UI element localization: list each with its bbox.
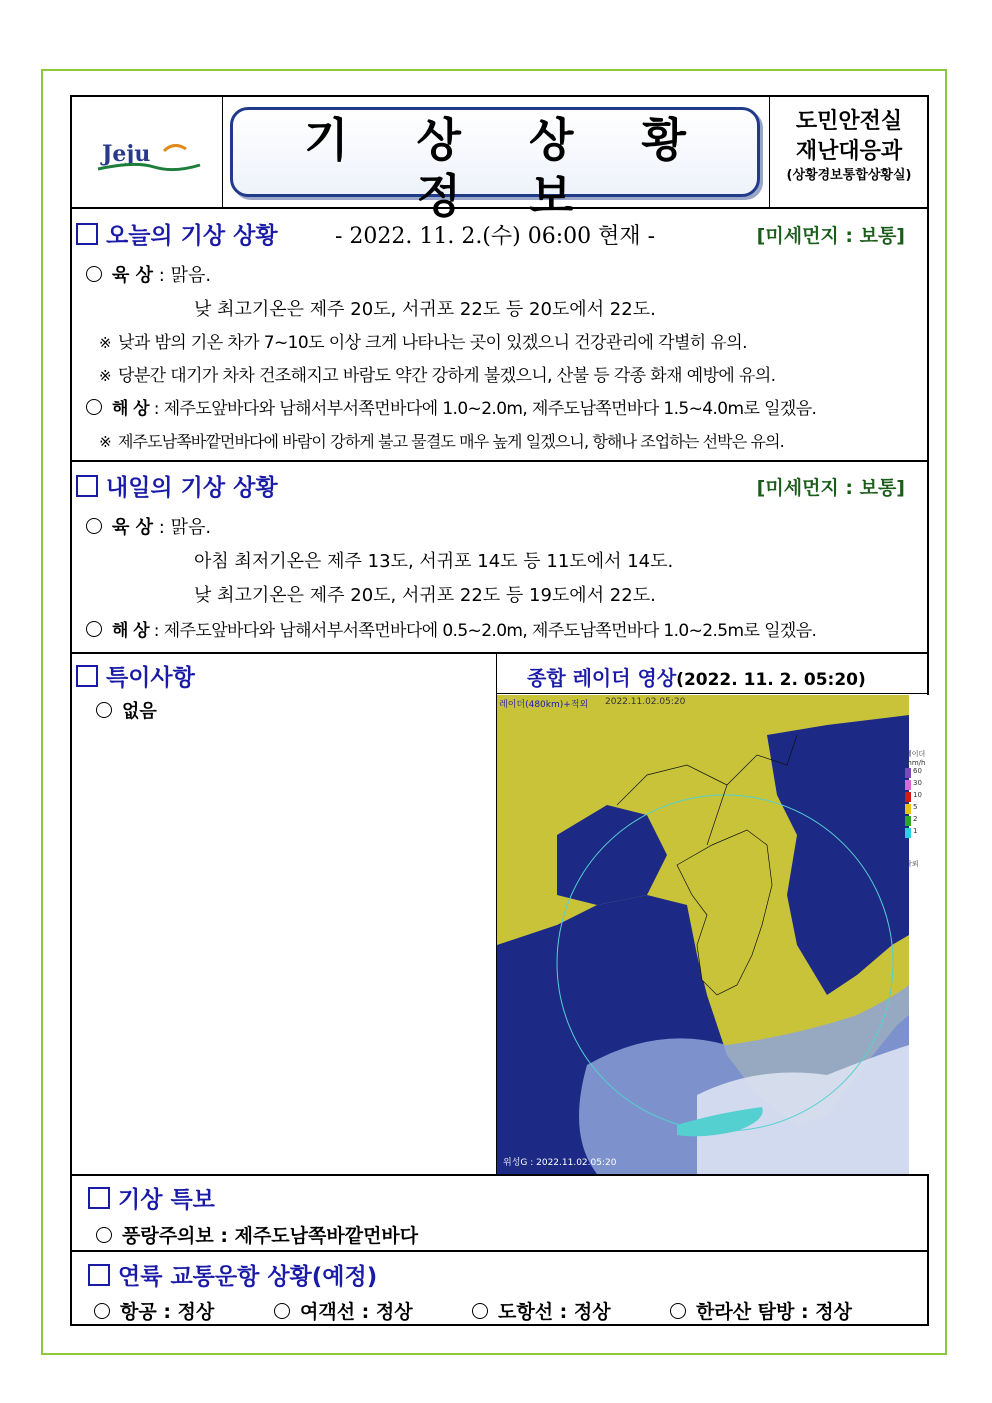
- traffic-item-island-ferry: 도항선 : 정상: [472, 1297, 611, 1324]
- logo-cell: [72, 97, 223, 207]
- report-datetime: - 2022. 11. 2.(수) 06:00 현재 -: [334, 224, 656, 249]
- traffic-section-title: 연륙 교통운항 상황(예정): [88, 1258, 377, 1291]
- divider: [72, 1250, 927, 1252]
- radar-header-label: 레이더(480km)+적외: [499, 700, 589, 710]
- checkbox-icon: [76, 665, 98, 687]
- legend-value: 2: [913, 815, 918, 823]
- today-land-temp: 낮 최고기온은 제주 20도, 서귀포 22도 등 20도에서 22도.: [194, 299, 656, 320]
- org-division: 재난대응과: [795, 139, 903, 164]
- circle-bullet-icon: [670, 1303, 686, 1319]
- legend-value: 10: [913, 791, 922, 799]
- checkbox-icon: [76, 223, 98, 245]
- checkbox-icon: [88, 1264, 110, 1286]
- circle-bullet-icon: [274, 1303, 290, 1319]
- today-land-line: 육 상 : 맑음.: [86, 264, 211, 288]
- legend-value: 30: [913, 779, 922, 787]
- divider: [72, 1174, 927, 1176]
- warning-item: 풍랑주의보 : 제주도남쪽바깥먼바다: [96, 1221, 418, 1248]
- divider: [72, 460, 927, 462]
- circle-bullet-icon: [86, 266, 102, 282]
- today-note-2: ※ 당분간 대기가 차차 건조해지고 바람도 약간 강하게 불겠으니, 산불 등 각종 화재 예방에 유의.: [99, 366, 776, 386]
- radar-section-title: 종합 레이더 영상(2022. 11. 2. 05:20): [527, 666, 866, 690]
- tomorrow-dust-level: [미세먼지 : 보통]: [756, 477, 905, 499]
- tomorrow-land-max: 낮 최고기온은 제주 20도, 서귀포 22도 등 19도에서 22도.: [194, 585, 656, 606]
- org-department: 도민안전실: [795, 109, 903, 134]
- today-section-title: 오늘의 기상 상황: [76, 217, 278, 250]
- warning-section-title: 기상 특보: [88, 1181, 215, 1214]
- special-item: 없음: [96, 700, 157, 724]
- org-office: (상황경보통합상황실): [786, 168, 912, 183]
- traffic-item-hallasan: 한라산 탐방 : 정상: [670, 1297, 852, 1324]
- today-note-1: ※ 낮과 밤의 기온 차가 7~10도 이상 크게 나타나는 곳이 있겠으니 건강관리에 각별히 유의.: [99, 333, 747, 353]
- legend-lightning: 낙뢰: [905, 860, 919, 868]
- circle-bullet-icon: [96, 1227, 112, 1243]
- today-note-3: ※ 제주도남쪽바깥먼바다에 바람이 강하게 불고 물결도 매우 높게 일겠으니, 항해나 조업하는 선박은 유의.: [99, 432, 784, 451]
- checkbox-icon: [88, 1187, 110, 1209]
- checkbox-icon: [76, 475, 98, 497]
- circle-bullet-icon: [472, 1303, 488, 1319]
- svg-text:Jeju: Jeju: [102, 141, 151, 167]
- special-section-title: 특이사항: [76, 659, 195, 692]
- tomorrow-sea-line: 해 상 : 제주도앞바다와 남해서부서쪽먼바다에 0.5~2.0m, 제주도남쪽먼바다 1.0~2.5m로 일겠음.: [86, 619, 816, 643]
- divider: [72, 207, 927, 209]
- tomorrow-land-line: 육 상 : 맑음.: [86, 516, 211, 540]
- report-title: 기 상 상 황 정 보: [304, 113, 712, 223]
- legend-value: 60: [913, 767, 922, 775]
- organization-cell: [769, 97, 928, 207]
- divider: [496, 693, 927, 694]
- legend-value: 5: [913, 803, 918, 811]
- radar-footer-label: 위성G : 2022.11.02.05:20: [503, 1158, 617, 1168]
- tomorrow-land-min: 아침 최저기온은 제주 13도, 서귀포 14도 등 11도에서 14도.: [194, 551, 674, 572]
- today-sea-line: 해 상 : 제주도앞바다와 남해서부서쪽먼바다에 1.0~2.0m, 제주도남쪽먼바다 1.5~4.0m로 일겠음.: [86, 397, 816, 421]
- circle-bullet-icon: [94, 1303, 110, 1319]
- radar-header-time: 2022.11.02.05:20: [605, 697, 686, 707]
- weather-report-sheet: [70, 95, 929, 1326]
- radar-map: [497, 695, 929, 1174]
- title-box: [230, 107, 760, 249]
- jeju-logo: [94, 137, 204, 177]
- legend-title: 레이더: [905, 750, 926, 758]
- today-dust-level: [미세먼지 : 보통]: [756, 225, 905, 247]
- legend-unit: mm/h: [905, 759, 926, 767]
- legend-value: 1: [913, 827, 918, 835]
- divider: [72, 652, 927, 654]
- circle-bullet-icon: [86, 518, 102, 534]
- radar-image: [497, 695, 929, 1174]
- traffic-item-air: 항공 : 정상: [94, 1297, 214, 1324]
- circle-bullet-icon: [96, 702, 112, 718]
- circle-bullet-icon: [86, 399, 102, 415]
- circle-bullet-icon: [86, 621, 102, 637]
- radar-legend: [905, 749, 929, 869]
- traffic-item-ferry: 여객선 : 정상: [274, 1297, 413, 1324]
- tomorrow-section-title: 내일의 기상 상황: [76, 469, 278, 502]
